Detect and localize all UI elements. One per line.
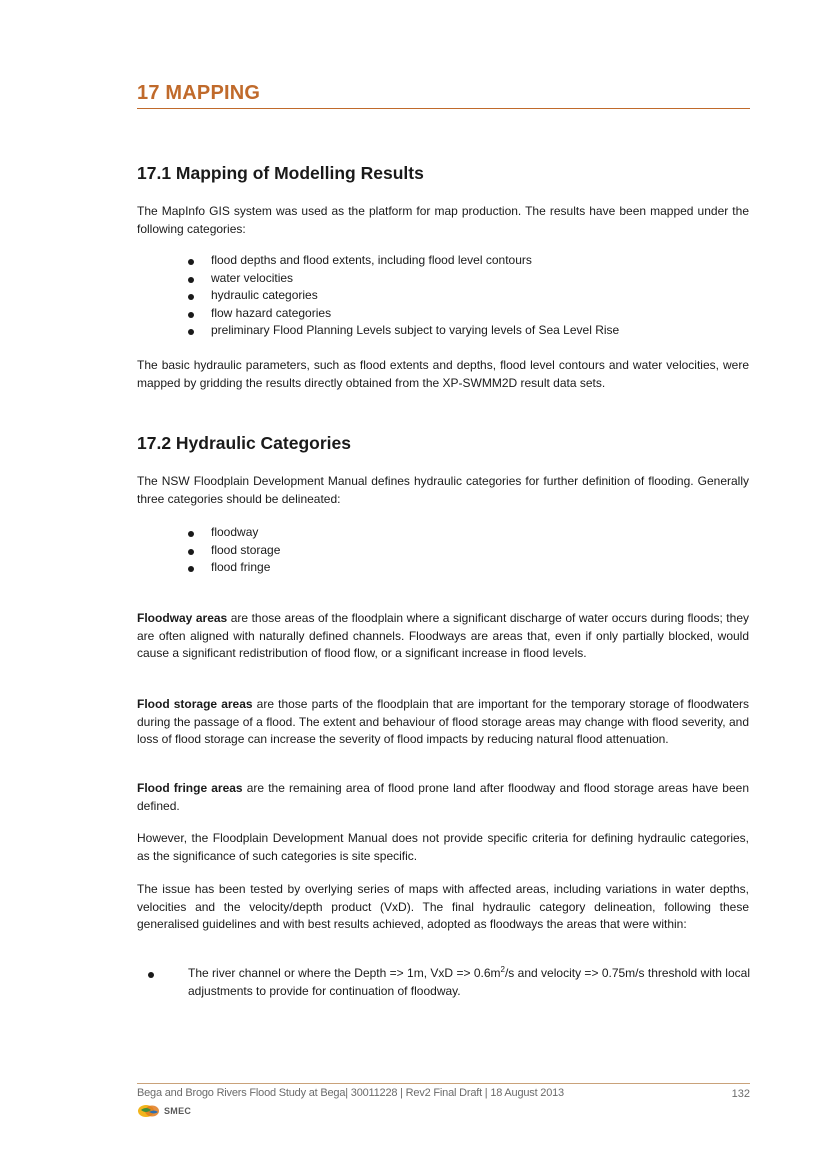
bullet-icon: [148, 972, 154, 978]
floodway-paragraph: Floodway areas are those areas of the floodplain where a significant discharge of water occurs during floods; they are often aligned with naturally defined channels. Floodways are areas that, even if only partially blocked, would cause a significant redistribution of flood flow, or a significant increase in flood levels.: [137, 611, 749, 661]
logo-globe-icon: [137, 1104, 161, 1118]
section-17-2-intro: The NSW Floodplain Development Manual defines hydraulic categories for further definition of flooding. Generally three categories should be delineated:: [137, 474, 749, 506]
list-item: flood fringe: [180, 559, 280, 577]
smec-logo: [137, 1103, 191, 1119]
bullet-icon: [188, 549, 194, 555]
chapter-title: 17 MAPPING: [137, 82, 261, 104]
chapter-underline: [137, 108, 750, 109]
footer-rule: [137, 1083, 750, 1084]
bullet-icon: [188, 329, 194, 335]
flood-storage-paragraph: Flood storage areas are those parts of the floodplain that are important for the temporary storage of floodwaters during the passage of a flood. The extent and behaviour of flood storage areas may change with flood severity, and loss of flood storage can increase the severity of flood impacts by reducing natural flood attenuation.: [137, 697, 749, 747]
flood-fringe-term: Flood fringe areas: [137, 781, 243, 795]
section-17-2-title: 17.2 Hydraulic Categories: [137, 433, 351, 453]
floodway-threshold-item: [148, 965, 750, 1000]
logo-text: SMEC: [164, 1106, 192, 1116]
list-item: water velocities: [180, 270, 619, 288]
bullet-icon: [188, 566, 194, 572]
list-item: hydraulic categories: [180, 287, 619, 305]
list-item: flood depths and flood extents, including flood level contours: [180, 252, 619, 270]
page-number: 132: [731, 1088, 750, 1100]
section-17-1-title: 17.1 Mapping of Modelling Results: [137, 163, 424, 183]
flood-fringe-paragraph: Flood fringe areas are the remaining area of flood prone land after floodway and flood storage areas have been defined.: [137, 781, 749, 813]
bullet-icon: [188, 277, 194, 283]
bullet-icon: [188, 294, 194, 300]
bullet-icon: [188, 531, 194, 537]
list-item: flow hazard categories: [180, 305, 619, 323]
floodway-term: Floodway areas: [137, 611, 228, 625]
issue-paragraph: The issue has been tested by overlying series of maps with affected areas, including variations in water depths, velocities and the velocity/depth product (VxD). The final hydraulic category delineation, following these generalised guidelines and with best results achieved, adopted as floodways the areas that were within:: [137, 882, 749, 932]
however-paragraph: However, the Floodplain Development Manual does not provide specific criteria for defining hydraulic categories, as the significance of such categories is site specific.: [137, 831, 749, 863]
flood-storage-term: Flood storage areas: [137, 697, 253, 711]
footer-text: Bega and Brogo Rivers Flood Study at Bega| 30011228 | Rev2 Final Draft | 18 August 2013: [137, 1087, 564, 1099]
list-item: preliminary Flood Planning Levels subject to varying levels of Sea Level Rise: [180, 322, 619, 340]
mapping-categories-list: [180, 252, 619, 340]
list-item: flood storage: [180, 542, 280, 560]
hydraulic-categories-list: [180, 524, 280, 577]
section-17-1-closing: The basic hydraulic parameters, such as flood extents and depths, flood level contours and water velocities, were mapped by gridding the results directly obtained from the XP-SWMM2D result data sets.: [137, 358, 749, 390]
threshold-text: The river channel or where the Depth => 1m, VxD => $0.6m^2/s$ and velocity => 0.75m/s threshold with local adjustments to provide for continuation of floodway.: [188, 965, 750, 998]
list-item: floodway: [180, 524, 280, 542]
bullet-icon: [188, 312, 194, 318]
bullet-icon: [188, 259, 194, 265]
section-17-1-intro: The MapInfo GIS system was used as the platform for map production. The results have been mapped under the following categories:: [137, 204, 749, 236]
